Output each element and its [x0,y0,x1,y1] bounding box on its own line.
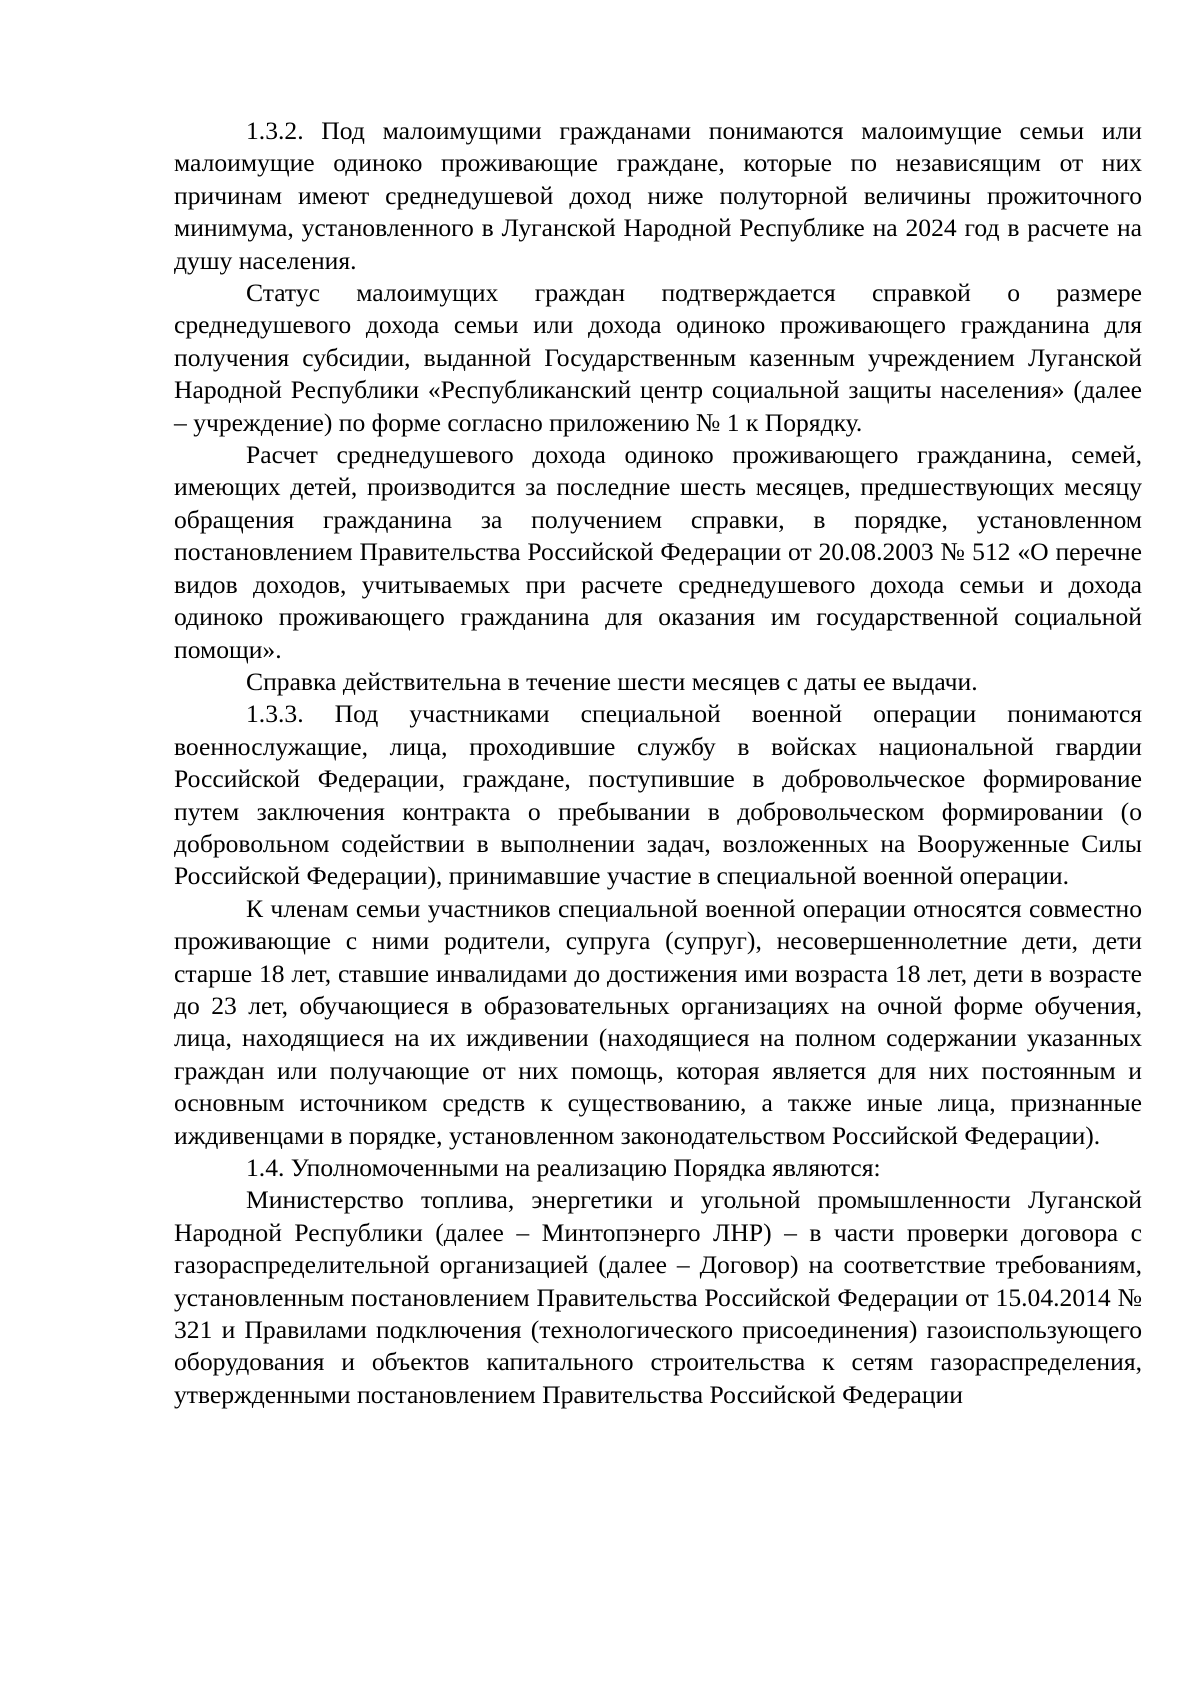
paragraph-family-members: К членам семьи участников специальной военной операции относятся совместно проживающие с ними родители, супруга (супруг), несовершеннолетние дети, дети старше 18 лет, ставшие инвалидами до достижения ими возраста 18 лет, дети в возрасте до 23 лет, обучающиеся в образовательных организациях на очной форме обучения, лица, находящиеся на их иждивении (находящиеся на полном содержании указанных граждан или получающие от них помощь, которая является для них постоянным и основным источником средств к существованию, а также иные лица, признанные иждивенцами в порядке, установленном законодательством Российской Федерации). [174,893,1142,1150]
paragraph-low-income-status: Статус малоимущих граждан подтверждается справкой о размере среднедушевого дохода семьи или дохода одиноко проживающего гражданина для получения субсидии, выданной Государственным казенным учреждением Луганской Народной Республики «Республиканский центр социальной защиты населения» (далее – учреждение) по форме согласно приложению № 1 к Порядку. [174,278,1142,437]
paragraph-1-3-2-low-income: 1.3.2. Под малоимущими гражданами понимаются малоимущие семьи или малоимущие одиноко проживающие граждане, которые по независящим от них причинам имеют среднедушевой доход ниже полуторной величины прожиточного минимума, установленного в Луганской Народной Республике на 2024 год в расчете на душу населения. [174,116,1142,275]
paragraph-certificate-validity: Справка действительна в течение шести месяцев с даты ее выдачи. [246,666,978,696]
paragraph-1-3-3-svo-participants: 1.3.3. Под участниками специальной военной операции понимаются военнослужащие, лица, проходившие службу в войсках национальной гвардии Российской Федерации, граждане, поступившие в добровольческое формирование путем заключения контракта о пребывании в добровольческом формировании (о добровольном содействии в выполнении задач, возложенных на Вооруженные Силы Российской Федерации), принимавшие участие в специальной военной операции. [174,699,1142,891]
paragraph-ministry-fuel-energy: Министерство топлива, энергетики и угольной промышленности Луганской Народной Республики (далее – Минтопэнерго ЛНР) – в части проверки договора с газораспределительной организацией (далее – Договор) на соответствие требованиям, установленным постановлением Правительства Российской Федерации от 15.04.2014 № 321 и Правилами подключения (технологического присоединения) газоиспользующего оборудования и объектов капитального строительства к сетям газораспределения, утвержденными постановлением Правительства Российской Федерации [174,1185,1142,1409]
document-body [174,115,1142,1411]
paragraph-income-calculation: Расчет среднедушевого дохода одиноко проживающего гражданина, семей, имеющих детей, производится за последние шесть месяцев, предшествующих месяцу обращения гражданина за получением справки, в порядке, установленном постановлением Правительства Российской Федерации от 20.08.2003 № 512 «О перечне видов доходов, учитываемых при расчете среднедушевого дохода семьи и дохода одиноко проживающего гражданина для оказания им государственной социальной помощи». [174,440,1142,664]
paragraph-1-4-authorized: 1.4. Уполномоченными на реализацию Порядка являются: [246,1153,881,1182]
